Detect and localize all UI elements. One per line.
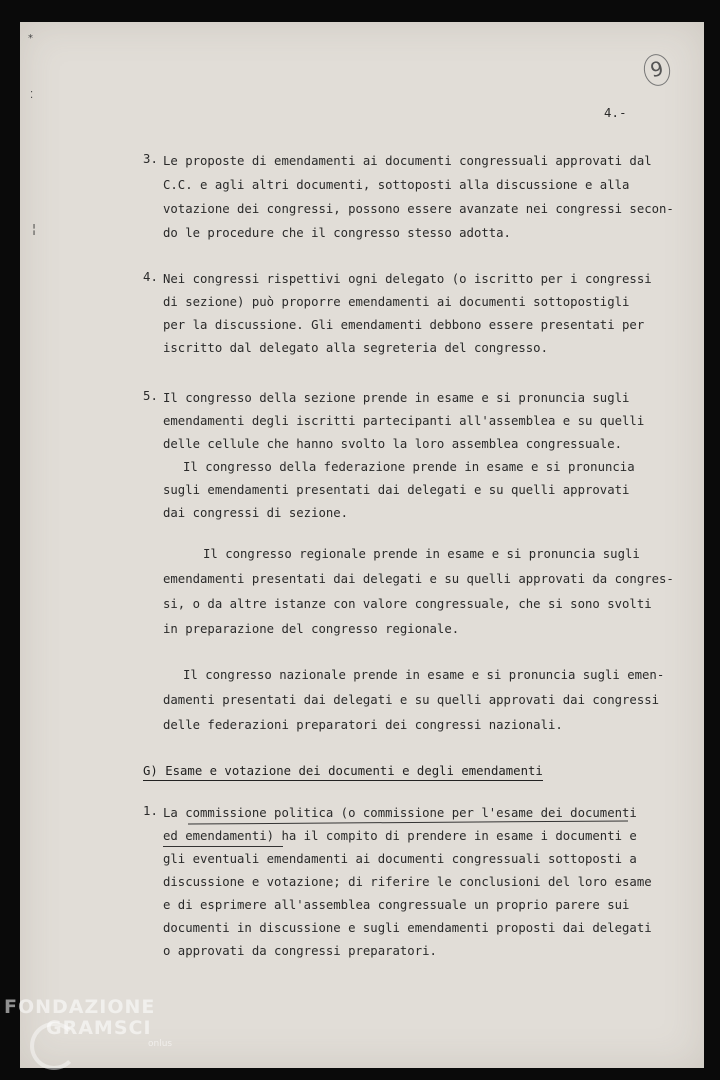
- paragraph-number: 1.: [143, 804, 159, 818]
- watermark-line-1: FONDAZIONE: [4, 996, 156, 1018]
- paragraph-line: votazione dei congressi, possono essere avanzate nei congressi secon-: [163, 202, 674, 216]
- watermark-line-3: onlus: [148, 1039, 173, 1049]
- paragraph-line: dai congressi di sezione.: [163, 506, 349, 520]
- margin-mark: ⁎: [28, 30, 33, 41]
- paragraph-line: Le proposte di emendamenti ai documenti congressuali approvati dal: [163, 154, 652, 168]
- paragraph-line: delle cellule che hanno svolto la loro assemblea congressuale.: [163, 437, 623, 451]
- paragraph-line: ed emendamenti) ha il compito di prendere in esame i documenti e: [163, 829, 637, 843]
- paragraph-number: 5.: [143, 389, 159, 403]
- paragraph-line: iscritto dal delegato alla segreteria del congresso.: [163, 341, 548, 355]
- paragraph-line: C.C. e agli altri documenti, sottoposti alla discussione e alla: [163, 178, 630, 192]
- paragraph-line: do le procedure che il congresso stesso adotta.: [163, 226, 511, 240]
- paragraph-line: di sezione) può proporre emendamenti ai documenti sottopostigli: [163, 295, 630, 309]
- paragraph-line: o approvati da congressi preparatori.: [163, 944, 437, 958]
- paragraph-line: emendamenti degli iscritti partecipanti all'assemblea e su quelli: [163, 414, 645, 428]
- paragraph-number: 4.: [143, 270, 159, 284]
- paragraph-line: si, o da altre istanze con valore congressuale, che si sono svolti: [163, 597, 652, 611]
- watermark-line-2: GRAMSCI: [46, 1017, 152, 1039]
- page-number: 4.-: [604, 106, 627, 120]
- paragraph-line: sugli emendamenti presentati dai delegati e su quelli approvati: [163, 483, 630, 497]
- paragraph-line: discussione e votazione; di riferire le conclusioni del loro esame: [163, 875, 652, 889]
- paragraph-line: gli eventuali emendamenti ai documenti congressuali sottoposti a: [163, 852, 637, 866]
- paragraph-line: documenti in discussione e sugli emendamenti proposti dai delegati: [163, 921, 652, 935]
- paragraph-line: per la discussione. Gli emendamenti debbono essere presentati per: [163, 318, 645, 332]
- paragraph-line: delle federazioni preparatori dei congressi nazionali.: [163, 718, 563, 732]
- margin-mark: ¦: [32, 222, 37, 236]
- archive-page-number-circled: 9: [641, 52, 673, 89]
- paragraph-line: in preparazione del congresso regionale.: [163, 622, 460, 636]
- paragraph-number: 3.: [143, 152, 159, 166]
- paragraph-line: La commissione politica (o commissione per l'esame dei documenti: [163, 806, 637, 820]
- paragraph-line: Il congresso della sezione prende in esame e si pronuncia sugli: [163, 391, 630, 405]
- handwritten-underline: [163, 846, 283, 847]
- paragraph-line: Il congresso della federazione prende in esame e si pronuncia: [183, 460, 635, 474]
- paragraph-line: damenti presentati dai delegati e su quelli approvati dai congressi: [163, 693, 660, 707]
- paragraph-line: e di esprimere all'assemblea congressuale un proprio parere sui: [163, 898, 630, 912]
- section-heading-text: G) Esame e votazione dei documenti e degli emendamenti: [143, 764, 543, 781]
- paragraph-line: Nei congressi rispettivi ogni delegato (o iscritto per i congressi: [163, 272, 652, 286]
- paragraph-line: Il congresso nazionale prende in esame e si pronuncia sugli emen-: [183, 668, 665, 682]
- paragraph-line: emendamenti presentati dai delegati e su quelli approvati da congres-: [163, 572, 674, 586]
- paragraph-line: Il congresso regionale prende in esame e si pronuncia sugli: [203, 547, 640, 561]
- margin-mark: ⁚: [30, 90, 34, 101]
- document-page: [20, 22, 704, 1068]
- section-heading: [143, 764, 543, 778]
- watermark: [4, 998, 172, 1049]
